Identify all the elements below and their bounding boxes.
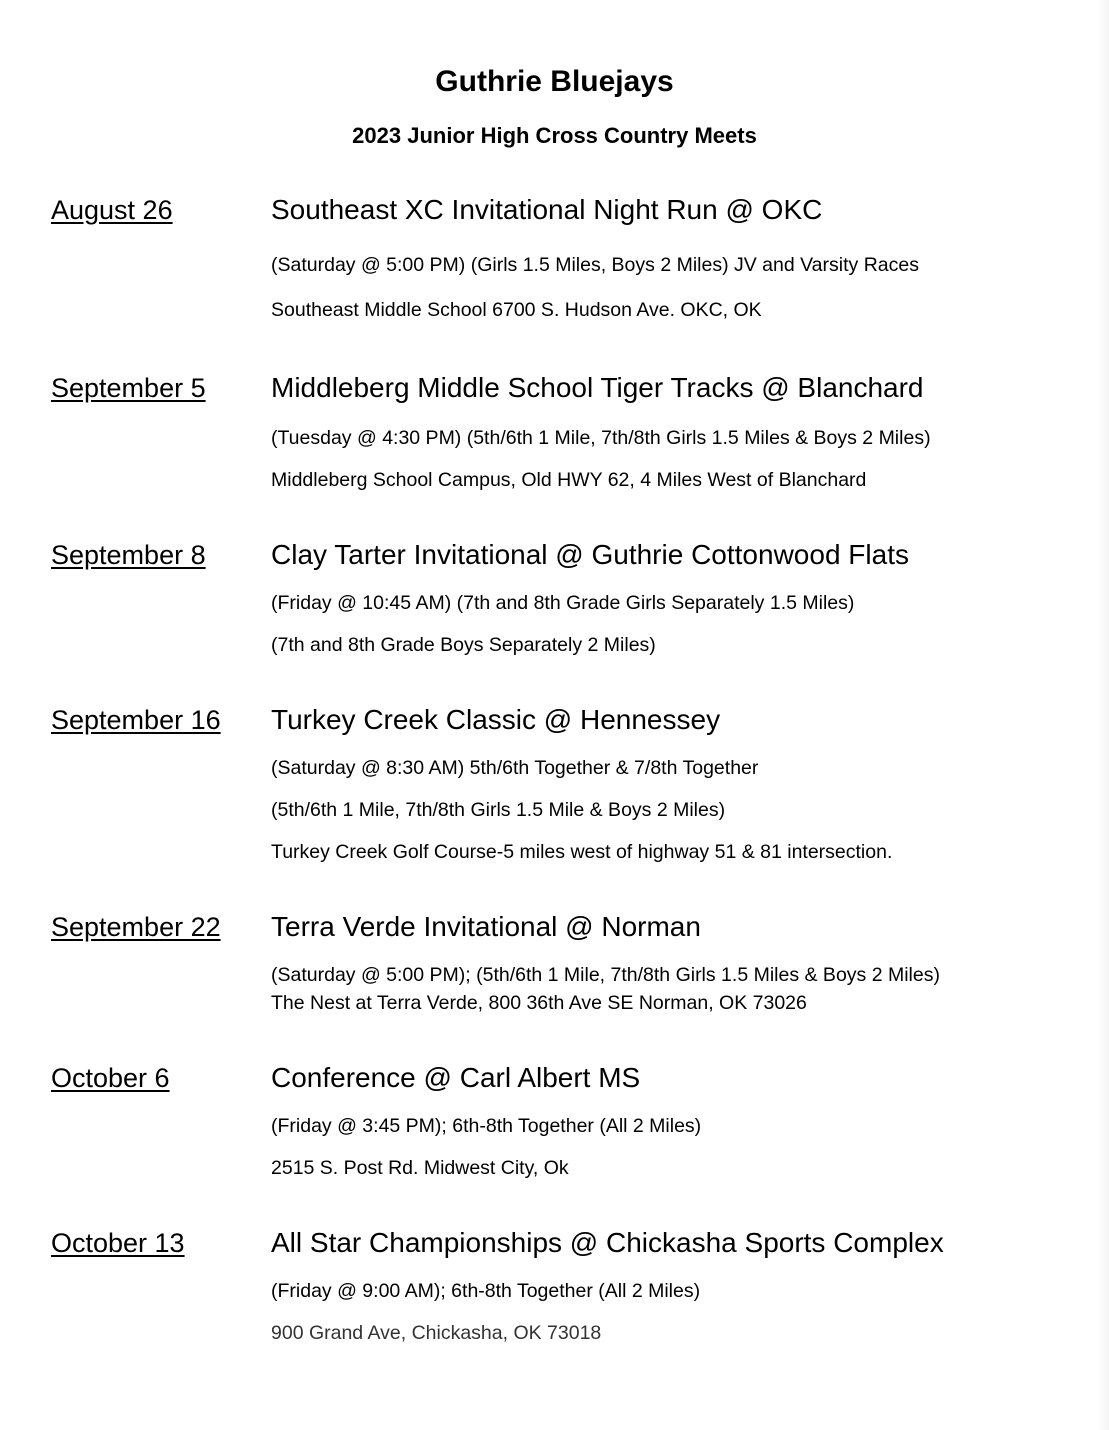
meet-date: August 26 xyxy=(51,195,173,225)
meet-date: September 16 xyxy=(51,705,221,735)
document-title: Guthrie Bluejays xyxy=(435,65,674,98)
meet-detail: (Saturday @ 8:30 AM) 5th/6th Together & 7/8th Together xyxy=(271,757,759,779)
page-edge-shadow xyxy=(1097,0,1109,1430)
meet-date: October 13 xyxy=(51,1228,185,1258)
document-subtitle: 2023 Junior High Cross Country Meets xyxy=(352,123,757,148)
meet-detail: (5th/6th 1 Mile, 7th/8th Girls 1.5 Mile & Boys 2 Miles) xyxy=(271,799,726,821)
meet-location: 2515 S. Post Rd. Midwest City, Ok xyxy=(271,1157,569,1179)
meet-date: September 5 xyxy=(51,373,206,403)
meet-date: September 22 xyxy=(51,912,221,942)
meet-name: Southeast XC Invitational Night Run @ OKC xyxy=(271,194,823,225)
meet-detail: (Friday @ 10:45 AM) (7th and 8th Grade Girls Separately 1.5 Miles) xyxy=(271,592,855,614)
meet-name: Turkey Creek Classic @ Hennessey xyxy=(271,704,721,735)
meet-location: 900 Grand Ave, Chickasha, OK 73018 xyxy=(271,1322,602,1344)
meet-detail: (Saturday @ 5:00 PM); (5th/6th 1 Mile, 7th/8th Girls 1.5 Miles & Boys 2 Miles) xyxy=(271,964,940,986)
meet-location: Turkey Creek Golf Course-5 miles west of highway 51 & 81 intersection. xyxy=(271,841,893,863)
meet-detail: (Friday @ 9:00 AM); 6th-8th Together (All 2 Miles) xyxy=(271,1280,701,1302)
meet-name: Middleberg Middle School Tiger Tracks @ Blanchard xyxy=(271,372,924,403)
meet-detail: (Saturday @ 5:00 PM) (Girls 1.5 Miles, Boys 2 Miles) JV and Varsity Races xyxy=(271,254,919,276)
meet-detail: (Friday @ 3:45 PM); 6th-8th Together (All 2 Miles) xyxy=(271,1115,702,1137)
meet-detail: (7th and 8th Grade Boys Separately 2 Miles) xyxy=(271,634,656,656)
meet-name: Terra Verde Invitational @ Norman xyxy=(271,911,701,942)
meet-location: The Nest at Terra Verde, 800 36th Ave SE Norman, OK 73026 xyxy=(271,992,807,1014)
meet-name: Clay Tarter Invitational @ Guthrie Cottonwood Flats xyxy=(271,539,909,570)
meet-date: October 6 xyxy=(51,1063,170,1093)
meet-location: Middleberg School Campus, Old HWY 62, 4 Miles West of Blanchard xyxy=(271,469,867,491)
meet-date: September 8 xyxy=(51,540,206,570)
meet-detail: (Tuesday @ 4:30 PM) (5th/6th 1 Mile, 7th/8th Girls 1.5 Miles & Boys 2 Miles) xyxy=(271,427,931,449)
meet-location: Southeast Middle School 6700 S. Hudson Ave. OKC, OK xyxy=(271,299,762,321)
meet-name: All Star Championships @ Chickasha Sports Complex xyxy=(271,1227,944,1258)
meet-name: Conference @ Carl Albert MS xyxy=(271,1062,641,1093)
